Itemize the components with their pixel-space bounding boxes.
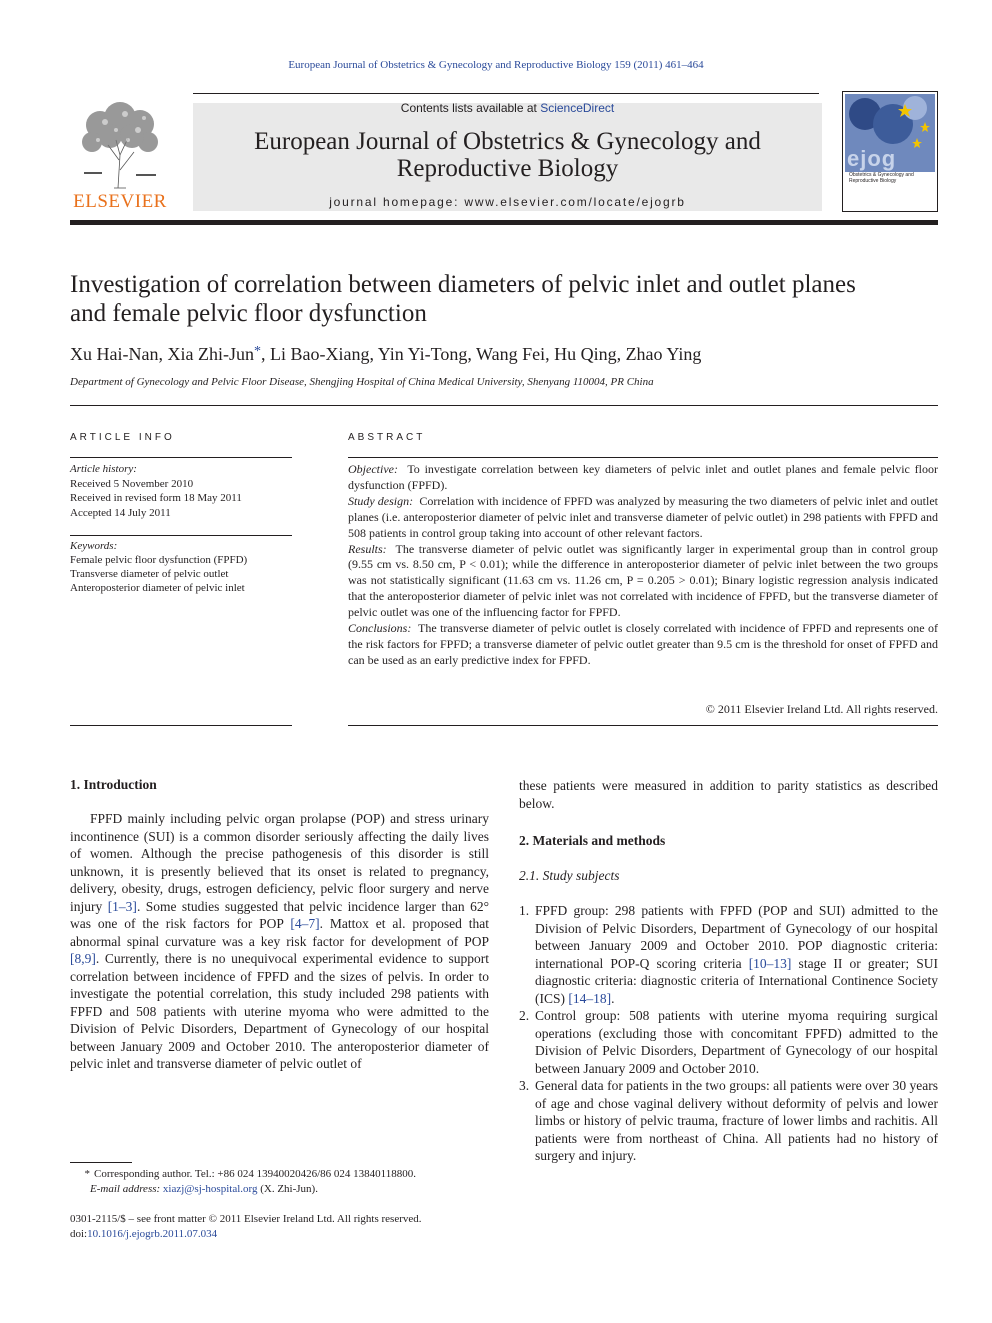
abstract-heading: ABSTRACT <box>348 432 426 443</box>
abstract-conclusions <box>348 621 938 669</box>
abstract-results <box>348 542 938 622</box>
article-info-heading: ARTICLE INFO <box>70 432 175 443</box>
author-list <box>70 344 940 365</box>
title-block-rule <box>70 405 938 406</box>
received-date: Received 5 November 2010 <box>70 477 194 490</box>
list-text: FPFD group: 298 patients with FPFD (POP and SUI) admitted to the Division of Pelvic Disorders, Department of Gynecology of our hospital between January 2009 and October 2010. POP diagnostic criteria: international POP-Q scoring criteria <box>535 903 938 971</box>
study-subjects-list <box>519 902 938 1165</box>
objective-text: To investigate correlation between key diameters of pelvic inlet and outlet planes and female pelvic floor dysfunction (FPFD). <box>348 462 938 492</box>
abstract-bottom-rule <box>348 725 938 726</box>
footnote-marker: * <box>84 1168 90 1180</box>
list-text: Control group: 508 patients with uterine myoma requiring surgical operations (excluding those with concomitant FPFD) admitted to the Division of Pelvic Disorders, Department of Gynecology of our hospital between January 2009 and October 2010. <box>535 1008 938 1076</box>
intro-text-span: . Mattox et al. proposed that abnormal spinal curvature was a key risk factor for development of POP <box>70 916 489 949</box>
design-label: Study design: <box>348 493 414 508</box>
continuation-paragraph: these patients were measured in addition to parity statistics as described below. <box>519 778 938 811</box>
list-number: 1. <box>519 903 530 918</box>
methods-heading: 2. Materials and methods <box>519 833 666 848</box>
corresponding-author-marker[interactable]: * <box>253 344 261 359</box>
doi-prefix: doi: <box>70 1228 88 1240</box>
list-item <box>519 1007 938 1077</box>
revised-date: Received in revised form 18 May 2011 <box>70 492 242 504</box>
cover-logo: ejog <box>847 146 897 171</box>
journal-homepage-line <box>193 195 822 209</box>
email-label: E-mail address: <box>90 1183 161 1195</box>
article-title-line2: and female pelvic floor dysfunction <box>70 300 427 327</box>
authors-rest: , Li Bao-Xiang, Yin Yi-Tong, Wang Fei, Hu Qing, Zhao Ying <box>260 344 702 364</box>
keyword-item: Female pelvic floor dysfunction (FPFD) <box>70 554 248 566</box>
list-item <box>519 1077 938 1165</box>
introduction-paragraph <box>70 810 489 1073</box>
email-link[interactable]: xiazj@sj-hospital.org <box>162 1183 258 1195</box>
list-number: 3. <box>519 1078 530 1093</box>
homepage-prefix: journal homepage: <box>329 195 465 209</box>
elsevier-logo <box>70 100 170 213</box>
abstract-copyright: © 2011 Elsevier Ireland Ltd. All rights reserved. <box>705 702 938 716</box>
journal-title <box>193 128 822 182</box>
homepage-url[interactable]: www.elsevier.com/locate/ejogrb <box>464 195 686 209</box>
introduction-heading: 1. Introduction <box>70 777 157 792</box>
journal-title-line1: European Journal of Obstetrics & Gynecology and <box>254 128 761 155</box>
design-text: Correlation with incidence of FPFD was analyzed by measuring the two diameters of pelvic inlet and outlet planes (i.e. anteroposterior diameter of pelvic inlet and transverse diameter of pelvic outlet) in 298 patients with FPFD and 508 patients in control group taking into account of other relevant factors. <box>348 493 938 540</box>
introduction-continuation <box>519 777 938 812</box>
abstract-design <box>348 494 938 542</box>
list-item <box>519 902 938 1007</box>
journal-title-line2: Reproductive Biology <box>396 155 619 182</box>
keywords-label: Keywords: <box>70 540 118 552</box>
footnote-rule <box>70 1162 132 1163</box>
corresponding-author-footnote <box>70 1167 490 1197</box>
keywords <box>70 539 295 595</box>
list-text: . <box>611 990 615 1006</box>
list-text: General data for patients in the two groups: all patients were over 30 years of age and chose vaginal delivery without deformity of pelvis and lower limbs or history of pelvic trauma, fracture of lower limbs and rachitis. All patients were from northeast of China. All patients had no history of surgery and injury. <box>535 1078 938 1163</box>
footnote-contact: Corresponding author. Tel.: +86 024 13940020426/86 024 13840118800. <box>94 1168 416 1180</box>
elsevier-wordmark: ELSEVIER <box>73 191 167 212</box>
doi-line <box>70 1227 490 1242</box>
citation-link[interactable]: [8,9] <box>70 951 96 966</box>
abstract-rule <box>348 457 938 458</box>
study-subjects-heading: 2.1. Study subjects <box>519 868 620 883</box>
results-label: Results: <box>348 541 387 556</box>
footnote-corresponding <box>70 1167 490 1182</box>
list-number: 2. <box>519 1008 530 1023</box>
affiliation: Department of Gynecology and Pelvic Floor Disease, Shengjing Hospital of China Medical University, Shenyang 110004, PR China <box>70 376 654 388</box>
issn-line: 0301-2115/$ – see front matter © 2011 Elsevier Ireland Ltd. All rights reserved. <box>70 1213 422 1225</box>
elsevier-tree-icon <box>70 100 170 190</box>
history-label: Article history: <box>70 463 137 475</box>
journal-cover-thumbnail[interactable] <box>842 91 938 212</box>
masthead-top-rule <box>193 93 819 94</box>
intro-text-span: . Currently, there is no unequivocal experimental evidence to support correlation between incidence of FPFD and the sizes of pelvis. In order to investigate the potential correlation, this study included 298 patients with FPFD and 508 patients with uterine myoma who were admitted to the Division of Pelvic Disorders, Department of Gynecology of our hospital between January 2009 and October 2010. The anteroposterior diameter of pelvic inlet and transverse diameter of pelvic outlet of <box>70 951 489 1071</box>
doi-link[interactable]: 10.1016/j.ejogrb.2011.07.034 <box>87 1228 218 1240</box>
results-text: The transverse diameter of pelvic outlet was significantly larger in experimental group than in control group (9.55 cm vs. 8.50 cm, P < 0.01); while the difference in anteroposterior diameter of pelvic inlet between the two groups was not statistically significant (11.63 cm vs. 11.26 cm, P = 0.205 > 0.01); Binary logistic regression analysis indicated that the anteroposterior diameter of pelvic inlet was not correlated with incidence of FPFD, but the transverse diameter of pelvic outlet was one of the influencing factor for FPFD. <box>348 541 938 620</box>
footnote-email-line <box>70 1182 490 1197</box>
conclusions-label: Conclusions: <box>348 621 412 636</box>
keyword-item: Transverse diameter of pelvic outlet <box>70 568 229 580</box>
abstract-body <box>348 462 938 669</box>
citation-link[interactable]: [1–3] <box>107 898 137 914</box>
article-info-bottom-rule <box>70 725 292 726</box>
cover-subtitle: Obstetrics & Gynecology and Reproductive Biology <box>849 172 914 184</box>
keyword-item: Anteroposterior diameter of pelvic inlet <box>70 582 245 594</box>
intro-text-span: FPFD mainly including pelvic organ prolapse (POP) and stress urinary incontinence (SUI) is a common disorder seriously affecting the daily lives of women. Although the precise pathogenesis of this disorder is still unknown, it is presently believed that its onset is related to pregnancy, delivery, obesity, drugs, estrogen deficiency, pelvic floor surgery and nerve injury <box>70 811 489 914</box>
sciencedirect-link[interactable]: ScienceDirect <box>540 101 615 115</box>
article-title <box>70 270 940 328</box>
header-heavy-rule <box>70 220 938 225</box>
email-suffix: (X. Zhi-Jun). <box>257 1183 318 1195</box>
contents-available-line <box>193 101 822 115</box>
article-history <box>70 462 295 520</box>
issn-block <box>70 1212 490 1242</box>
list-text: stage II or greater; SUI diagnostic criteria: diagnostic criteria of International Continence Society (ICS) <box>535 955 938 1006</box>
intro-text-span: . Some studies suggested that pelvic incidence larger than 62° was one of the risk factors for POP <box>70 898 489 931</box>
contents-prefix: Contents lists available at <box>400 101 541 115</box>
abstract-objective <box>348 462 938 494</box>
keywords-rule <box>70 535 292 536</box>
citation-link[interactable]: [10–13] <box>748 955 792 971</box>
citation-link[interactable]: [14–18] <box>568 990 612 1006</box>
accepted-date: Accepted 14 July 2011 <box>70 506 171 519</box>
citation-link[interactable]: [4–7] <box>290 916 320 931</box>
authors-first: Xu Hai-Nan, Xia Zhi-Jun <box>70 344 254 364</box>
article-info-rule <box>70 457 292 458</box>
conclusions-text: The transverse diameter of pelvic outlet is closely correlated with incidence of FPFD and represents one of the risk factors for FPFD; a transverse diameter of pelvic outlet greater than 9.5 cm is the threshold for onset of FPFD and can be used as an early predictive index for FPFD. <box>348 621 938 667</box>
introduction-text <box>70 810 489 1073</box>
article-title-line1: Investigation of correlation between diameters of pelvic inlet and outlet planes <box>70 271 856 298</box>
journal-reference[interactable]: European Journal of Obstetrics & Gynecology and Reproductive Biology 159 (2011) 461–464 <box>288 59 704 71</box>
objective-label: Objective: <box>348 462 398 476</box>
